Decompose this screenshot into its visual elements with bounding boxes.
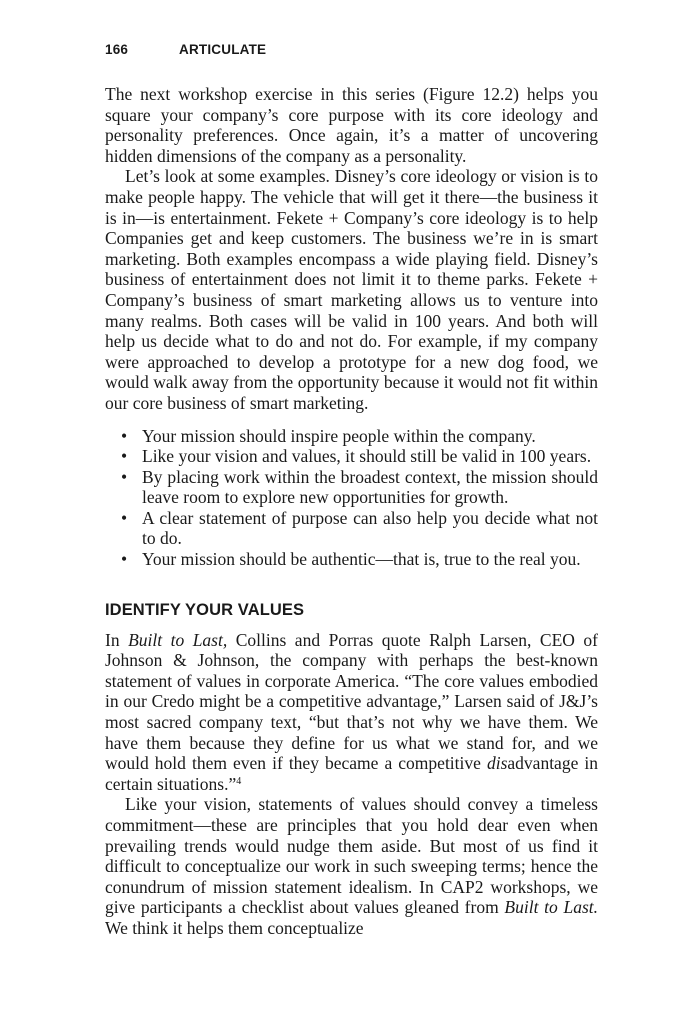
- footnote-marker: 4: [236, 775, 242, 787]
- paragraph-vision-values: [105, 794, 598, 938]
- bullet-item: [121, 446, 598, 467]
- bullet-item: [121, 549, 598, 570]
- body-text: [105, 84, 598, 939]
- text-run: advantage in certain situations.”: [105, 753, 598, 794]
- book-title: Built to Last.: [504, 897, 598, 918]
- paragraph-intro: The next workshop exercise in this series (Figure 12.2) helps you square your company’s core purpose with its core ideology and personality preferences. Once again, it’s a matter of uncovering hidden dimensions of the company as a personality.: [105, 84, 598, 166]
- bullet-text: Your mission should be authentic—that is, true to the real you.: [142, 549, 581, 570]
- bullet-marker: •: [121, 466, 128, 487]
- bullet-text: Like your vision and values, it should still be valid in 100 years.: [142, 446, 592, 467]
- bullet-marker: •: [121, 507, 128, 528]
- section-heading: IDENTIFY YOUR VALUES: [105, 600, 305, 619]
- bullet-text: Your mission should inspire people within the company.: [142, 425, 536, 446]
- text-run: We think it helps them conceptualize: [105, 917, 364, 938]
- emphasis-text: dis: [486, 753, 508, 774]
- bullet-marker: •: [121, 446, 128, 467]
- bullet-marker: •: [121, 425, 128, 446]
- page-number: 166: [105, 42, 129, 57]
- paragraph-values-quote: [105, 630, 598, 795]
- bullet-text: A clear statement of purpose can also help you decide what not to do.: [142, 507, 598, 549]
- mission-bullet-list: [105, 426, 598, 570]
- paragraph-examples: Let’s look at some examples. Disney’s core ideology or vision is to make people happy. The vehicle that will get it there—the business it is in—is entertainment. Fekete + Company’s core ideology is to help Companies get and keep customers. The business we’re in is smart marketing. Both examples encompass a wide playing field. Disney’s business of entertainment does not limit it to theme parks. Fekete + Company’s business of smart marketing allows us to venture into many realms. Both cases will be valid in 100 years. And both will help us decide what to do and not do. For example, if my company were approached to develop a prototype for a new dog food, we would walk away from the opportunity because it would not fit within our core business of smart marketing.: [105, 166, 598, 413]
- running-title: ARTICULATE: [179, 42, 267, 57]
- book-title: Built to Last,: [128, 629, 228, 650]
- bullet-marker: •: [121, 549, 128, 570]
- bullet-item: [121, 507, 598, 549]
- bullet-item: [121, 466, 598, 508]
- text-run: In: [105, 629, 129, 650]
- bullet-item: [121, 425, 598, 447]
- bullet-text: By placing work within the broadest context, the mission should leave room to explore new opportunities for growth.: [142, 466, 598, 508]
- text-run: Collins and Porras quote Ralph Larsen, CEO of Johnson & Johnson, the company with perhaps the best-known statement of values in corporate America. “The core values embodied in our Credo might be a competitive advantage,” Larsen said of J&J’s most sacred company text, “but that’s not why we have them. We have them because they define for us what we stand for, and we would hold them even if they became a competitive: [105, 629, 599, 774]
- running-head: [105, 42, 598, 57]
- text-run: Like your vision, statements of values should convey a timeless commitment—these are principles that you hold dear even when prevailing trends would nudge them aside. But most of us find it difficult to conceptualize our work in such sweeping terms; hence the conundrum of mission statement idealism. In CAP2 workshops, we give participants a checklist about values gleaned from: [105, 794, 598, 918]
